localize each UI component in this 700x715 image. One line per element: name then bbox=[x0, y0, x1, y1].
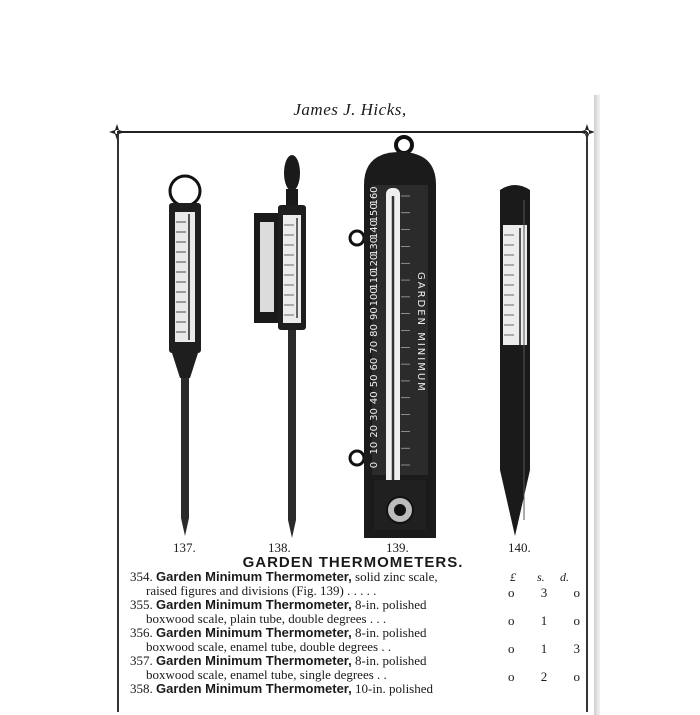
fig139-scale-number: 70 bbox=[369, 340, 380, 354]
item-desc-line1: 10-in. polished bbox=[355, 681, 434, 696]
item-price-355 bbox=[508, 613, 580, 629]
item-desc-line1: 8-in. polished bbox=[355, 653, 427, 668]
item-number: 354. bbox=[130, 569, 153, 584]
figure-number-138: 138. bbox=[268, 540, 291, 555]
item-desc-line1: 8-in. polished bbox=[355, 625, 427, 640]
fig139-scale-number: 160 bbox=[369, 186, 380, 206]
fig139-scale-number: 140 bbox=[369, 220, 380, 240]
item-price-357 bbox=[508, 669, 580, 685]
running-head: James J. Hicks, bbox=[293, 100, 407, 119]
item-name: Garden Minimum Thermometer, bbox=[156, 597, 352, 612]
fig139-scale-number: 110 bbox=[369, 270, 380, 290]
item-price-354 bbox=[508, 585, 580, 601]
item-number: 358. bbox=[130, 681, 153, 696]
price-pounds: o bbox=[508, 585, 515, 600]
price-shillings: 1 bbox=[540, 641, 548, 656]
item-name: Garden Minimum Thermometer, bbox=[156, 569, 352, 584]
item-name: Garden Minimum Thermometer, bbox=[156, 625, 352, 640]
border-rule-right bbox=[586, 132, 588, 712]
item-desc-line2: boxwood scale, enamel tube, double degrees . . bbox=[146, 639, 392, 654]
item-number: 355. bbox=[130, 597, 153, 612]
fig139-scale-number: 40 bbox=[369, 391, 380, 405]
page-edge-shadow bbox=[594, 95, 600, 715]
figure-number-139: 139. bbox=[386, 540, 409, 555]
thermometer-138-image bbox=[254, 155, 306, 538]
item-number: 357. bbox=[130, 653, 153, 668]
price-shillings: 2 bbox=[540, 669, 548, 684]
fig139-scale-number: 80 bbox=[369, 324, 380, 337]
figure-number-137: 137. bbox=[173, 540, 196, 555]
item-number: 356. bbox=[130, 625, 153, 640]
price-column-pounds: £ bbox=[510, 570, 516, 584]
price-column-pence: d. bbox=[560, 570, 569, 584]
price-pence: o bbox=[573, 613, 580, 628]
fig139-scale-number: 120 bbox=[369, 253, 380, 273]
list-item-355 bbox=[130, 598, 500, 626]
figure-number-140: 140. bbox=[508, 540, 531, 555]
fig139-scale-number: 130 bbox=[369, 236, 380, 256]
price-pence: o bbox=[573, 669, 580, 684]
fig139-scale-number: 10 bbox=[369, 441, 380, 455]
price-pounds: o bbox=[508, 613, 515, 628]
list-item-357 bbox=[130, 654, 500, 682]
fig139-scale-number: 100 bbox=[369, 287, 380, 307]
price-pence: o bbox=[573, 585, 580, 600]
section-heading: GARDEN THERMOMETERS. bbox=[242, 554, 464, 571]
thermometer-139-image bbox=[350, 137, 436, 538]
fig139-scale-number: 0 bbox=[369, 461, 380, 469]
price-shillings: 3 bbox=[540, 585, 548, 600]
price-pounds: o bbox=[508, 669, 515, 684]
fig139-scale-number: 50 bbox=[369, 374, 380, 388]
fig139-scale-number: 150 bbox=[369, 203, 380, 223]
item-desc-line2: raised figures and divisions (Fig. 139) . . . . . bbox=[146, 583, 377, 598]
item-desc-line1: 8-in. polished bbox=[355, 597, 427, 612]
item-desc-line1: solid zinc scale, bbox=[355, 569, 438, 584]
list-item-358 bbox=[130, 682, 500, 696]
item-desc-line2: boxwood scale, plain tube, double degrees . . . bbox=[146, 611, 387, 626]
border-rule-left bbox=[117, 132, 119, 712]
fig139-scale-number: 60 bbox=[369, 357, 380, 371]
thermometer-137-image bbox=[169, 176, 201, 536]
fig139-scale-number: 90 bbox=[369, 307, 380, 321]
fig139-scale-number: 30 bbox=[369, 408, 380, 421]
list-item-354 bbox=[130, 570, 500, 598]
item-price-356 bbox=[508, 641, 580, 657]
thermometer-140-image bbox=[500, 185, 530, 536]
fig139-scale-label: GARDEN MINIMUM bbox=[415, 272, 426, 393]
price-column-shillings: s. bbox=[537, 570, 545, 584]
item-desc-line2: boxwood scale, enamel tube, single degrees . . bbox=[146, 667, 387, 682]
price-pence: 3 bbox=[573, 641, 580, 656]
list-item-356 bbox=[130, 626, 500, 654]
fig139-scale-number: 20 bbox=[369, 425, 380, 438]
item-name: Garden Minimum Thermometer, bbox=[156, 653, 352, 668]
item-name: Garden Minimum Thermometer, bbox=[156, 681, 352, 696]
thermometers-illustration bbox=[130, 133, 580, 558]
price-pounds: o bbox=[508, 641, 515, 656]
price-shillings: 1 bbox=[540, 613, 548, 628]
